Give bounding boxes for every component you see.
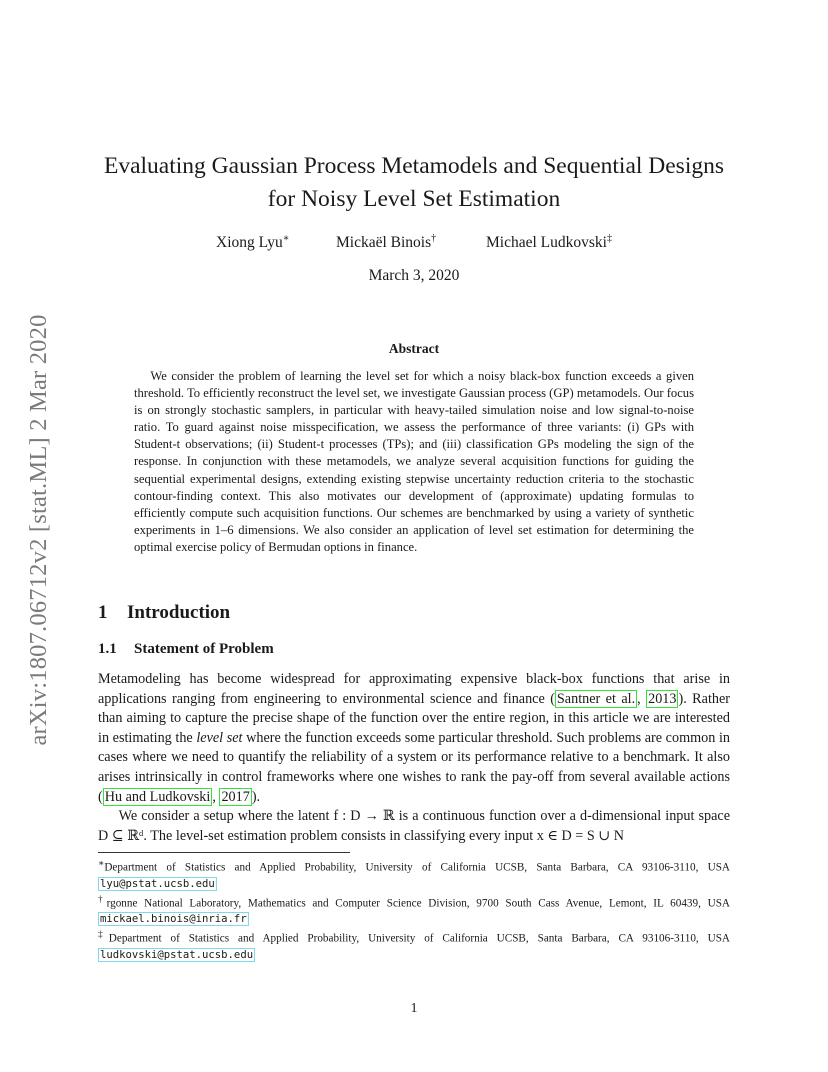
subsection-number: 1.1 (98, 641, 117, 657)
footnote-3: ‡Department of Statistics and Applied Probability, University of California UCSB, Santa Barbara, CA 93106-3110, USA ludkovski@pstat.ucsb.edu (98, 930, 731, 961)
paragraph-1: Metamodeling has become widespread for approximating expensive black-box functions that arise in applications ranging from engineering to environmental science and finance ( Santner et al. , 2013 ). Rather than aiming to capture the precise shape of the function over the entire region, in this article we are interested in estimating the level set where the function exceeds some particular threshold. Such problems are common in cases where we need to quantify the reliability of a system or its performance relative to a benchmark. It also arises intrinsically in control frameworks where one wishes to rank the pay-off from several available actions ( Hu and Ludkovski , 2017 ). (98, 671, 730, 805)
citation-hu-ludkovski[interactable]: Hu and Ludkovski (104, 788, 211, 805)
arxiv-stamp (9, 290, 69, 770)
section-number: 1 (98, 602, 108, 623)
section-title: Introduction (127, 602, 231, 623)
author-1: Xiong Lyu∗ (216, 233, 290, 252)
paper-title (98, 150, 730, 216)
email-link-2[interactable]: mickael.binois@inria.fr (100, 913, 247, 926)
footnotes (98, 857, 730, 964)
author-3: Michael Ludkovski‡ (486, 233, 612, 252)
title-line-1: Evaluating Gaussian Process Metamodels and Sequential Designs (103, 153, 725, 179)
paper-date: March 3, 2020 (368, 267, 460, 284)
footnote-2: †rgonne National Laboratory, Mathematics and Computer Science Division, 9700 South Cass Avenue, Lemont, IL 60439, USA mickael.binois@inria.fr (98, 894, 730, 926)
citation-hu-ludkovski-year[interactable]: 2017 (221, 788, 250, 805)
subsection-heading (98, 641, 274, 658)
body-text (98, 670, 730, 846)
subsection-title: Statement of Problem (134, 641, 274, 657)
citation-santner-year[interactable]: 2013 (648, 690, 677, 707)
arxiv-stamp-text: arXiv:1807.06712v2 [stat.ML] 2 Mar 2020 (25, 314, 52, 746)
abstract-body (134, 368, 694, 556)
footnote-1: ∗Department of Statistics and Applied Probability, University of California UCSB, Santa Barbara, CA 93106-3110, USA lyu@pstat.ucsb.edu (98, 859, 730, 890)
footnote-rule (98, 852, 350, 853)
page-number: 1 (410, 1001, 418, 1016)
email-link-1[interactable]: lyu@pstat.ucsb.edu (100, 877, 215, 890)
abstract-text: We consider the problem of learning the level set for which a noisy black-box function exceeds a given threshold. To efficiently reconstruct the level set, we investigate Gaussian process (GP) metamodels. Our focus is on strongly stochastic samplers, in particular with heavy-tailed simulation noise and low signal-to-noise ratio. To guard against noise misspecification, we assess the performance of three variants: (i) GPs with Student-t observations; (ii) Student-t processes (TPs); and (iii) classification GPs modeling the sign of the response. In conjunction with these metamodels, we analyze several acquisition functions for guiding the sequential experimental designs, extending existing stepwise uncertainty reduction criteria to the stochastic contour-finding context. This also motivates our development of (approximate) updating formulas to efficiently compute such acquisition functions. Our schemes are benchmarked by using a variety of synthetic experiments in 1–6 dimensions. We also consider an application of level set estimation for determining the optimal exercise policy of Bermudan options in finance. (134, 369, 694, 554)
paragraph-2: We consider a setup where the latent f : D → ℝ is a continuous function over a d-dimensional input space D ⊆ ℝᵈ. The level-set estimation problem consists in classifying every input x ∈ D = S ∪ N (98, 808, 730, 844)
author-2: Mickaël Binois† (336, 233, 437, 252)
email-link-3[interactable]: ludkovski@pstat.ucsb.edu (100, 948, 254, 961)
title-line-2: for Noisy Level Set Estimation (267, 186, 561, 212)
abstract-heading: Abstract (388, 341, 440, 356)
citation-santner[interactable]: Santner et al. (556, 690, 636, 707)
section-heading (98, 602, 230, 624)
